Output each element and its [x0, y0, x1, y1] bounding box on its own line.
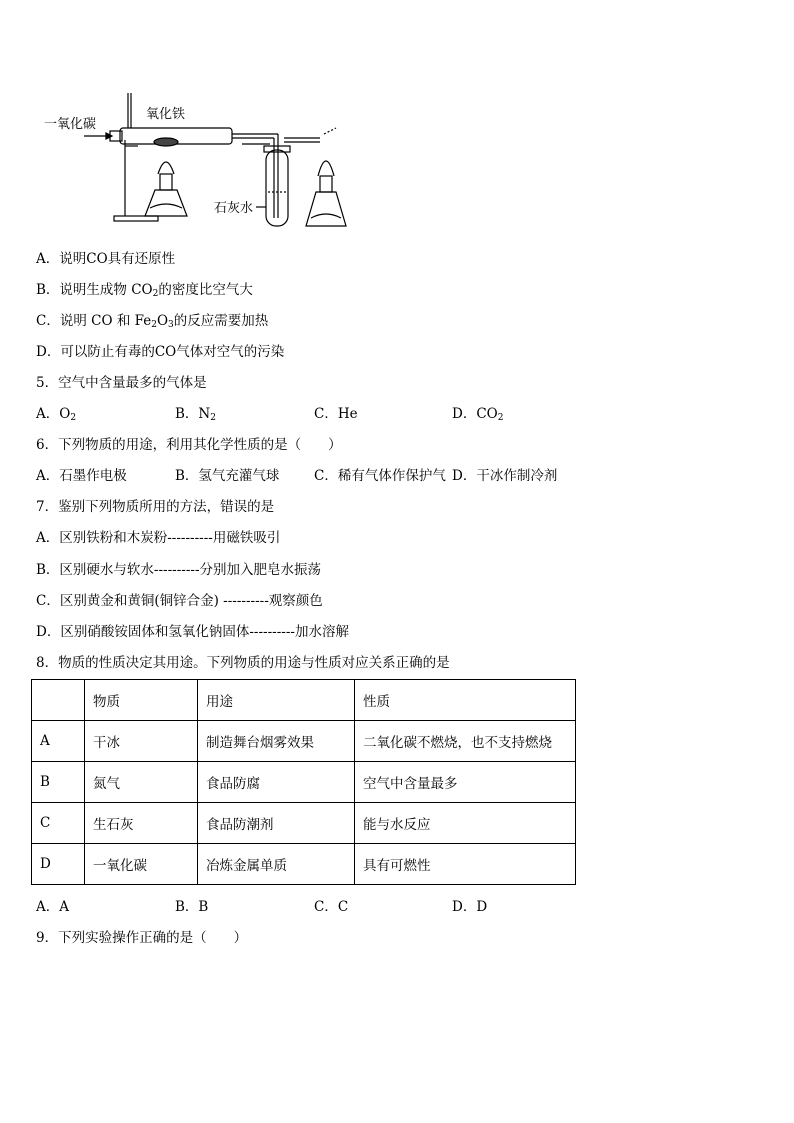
q6-option-a: A．石墨作电极 [36, 468, 127, 484]
table-cell: C [32, 803, 85, 844]
table-cell: 二氧化碳不燃烧，也不支持燃烧 [355, 721, 576, 762]
co-reduction-apparatus-diagram [38, 88, 383, 236]
table-header-row [32, 680, 576, 721]
q9-stem: 9．下列实验操作正确的是（ ） [36, 930, 248, 946]
q4-option-d: D．可以防止有毒的CO气体对空气的污染 [36, 344, 285, 360]
q8-option-d: D．D [452, 899, 488, 915]
apparatus-figure [38, 88, 383, 236]
table-cell: D [32, 844, 85, 885]
table-header-property: 性质 [355, 680, 576, 721]
co-label: 一氧化碳 [44, 117, 97, 132]
q8-property-table [31, 679, 576, 885]
table-cell: 生石灰 [85, 803, 198, 844]
table-cell [32, 680, 85, 721]
table-header-use: 用途 [198, 680, 355, 721]
q8-stem: 8．物质的性质决定其用途。下列物质的用途与性质对应关系正确的是 [36, 655, 450, 671]
table-row [32, 844, 576, 885]
q8-option-c: C．C [314, 899, 349, 915]
table-cell: 冶炼金属单质 [198, 844, 355, 885]
table-cell: 制造舞台烟雾效果 [198, 721, 355, 762]
q5-option-d: D．$CO_2$ [452, 406, 504, 423]
q8-option-a: A．A [36, 899, 69, 915]
q6-option-d: D．干冰作制冷剂 [452, 468, 558, 484]
q5-option-c: C．He [314, 406, 358, 422]
q5-option-a: A．$O_2$ [36, 406, 77, 423]
table-cell: 能与水反应 [355, 803, 576, 844]
table-cell: 具有可燃性 [355, 844, 576, 885]
table-cell: 食品防潮剂 [198, 803, 355, 844]
table-header-substance: 物质 [85, 680, 198, 721]
q7-option-a: A．区别铁粉和木炭粉----------用磁铁吸引 [36, 530, 281, 546]
q6-option-b: B．氢气充灌气球 [175, 468, 280, 484]
q7-option-d: D．区别硝酸铵固体和氢氧化钠固体----------加水溶解 [36, 624, 349, 640]
table-cell: 氮气 [85, 762, 198, 803]
q7-stem: 7．鉴别下列物质所用的方法，错误的是 [36, 499, 275, 515]
table-row [32, 803, 576, 844]
q4-option-a: A．说明CO具有还原性 [36, 251, 176, 267]
q6-stem: 6．下列物质的用途，利用其化学性质的是（ ） [36, 437, 342, 453]
q5-option-b: B．$N_2$ [175, 406, 216, 423]
q6-option-c: C．稀有气体作保护气 [314, 468, 446, 484]
q7-option-c: C．区别黄金和黄铜(铜锌合金) ----------观察颜色 [36, 593, 323, 609]
table-cell: 空气中含量最多 [355, 762, 576, 803]
table-cell: 食品防腐 [198, 762, 355, 803]
table-row [32, 762, 576, 803]
iron-oxide-label: 氧化铁 [146, 107, 186, 122]
q5-stem: 5．空气中含量最多的气体是 [36, 375, 207, 391]
table-cell: A [32, 721, 85, 762]
table-cell: 一氧化碳 [85, 844, 198, 885]
table-cell: B [32, 762, 85, 803]
q4-option-c: C．说明 CO 和 $Fe_2O_3$的反应需要加热 [36, 313, 269, 330]
q7-option-b: B．区别硬水与软水----------分别加入肥皂水振荡 [36, 562, 322, 578]
q4-option-b: B．说明生成物 $CO_2$的密度比空气大 [36, 282, 253, 299]
q8-option-b: B．B [175, 899, 209, 915]
table-row [32, 721, 576, 762]
limewater-label: 石灰水 [214, 201, 254, 216]
table-cell: 干冰 [85, 721, 198, 762]
